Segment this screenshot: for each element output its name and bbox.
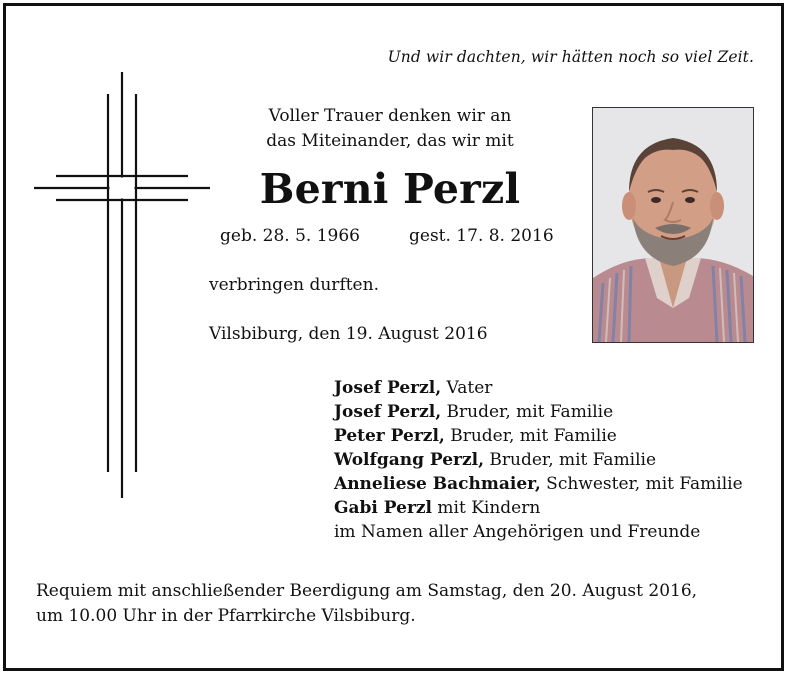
mourner-row: [334, 424, 743, 448]
mourner-relation: mit Kindern: [432, 498, 541, 518]
mourner-name: Gabi Perzl: [334, 498, 433, 518]
service-info: [36, 579, 766, 629]
mourner-row: [334, 376, 743, 400]
epigraph: Und wir dachten, wir hätten noch so viel Zeit.: [387, 48, 754, 66]
mourner-relation: Bruder, mit Familie: [441, 402, 614, 422]
mourner-row: [334, 400, 743, 424]
death-date: gest. 17. 8. 2016: [409, 226, 554, 246]
mourner-name: Anneliese Bachmaier,: [334, 474, 541, 494]
mourner-relation: Schwester, mit Familie: [540, 474, 743, 494]
mourner-row: [334, 496, 743, 520]
mourner-relation: Bruder, mit Familie: [444, 426, 617, 446]
deceased-name: Berni Perzl: [259, 165, 521, 213]
intro-line-1: Voller Trauer denken wir an: [268, 106, 512, 126]
intro-line-2: das Miteinander, das wir mit: [266, 131, 514, 151]
mourner-name: Wolfgang Perzl,: [334, 450, 485, 470]
service-info-line-1: Requiem mit anschließender Beerdigung am Samstag, den 20. August 2016,: [36, 581, 698, 601]
mourner-row: [334, 448, 743, 472]
mourner-relation: Vater: [441, 378, 493, 398]
mourner-name: Josef Perzl,: [334, 378, 442, 398]
intro-text: [240, 104, 540, 154]
mourner-relation: Bruder, mit Familie: [484, 450, 657, 470]
mourner-relation: im Namen aller Angehörigen und Freunde: [334, 522, 701, 542]
mourner-name: Peter Perzl,: [334, 426, 445, 446]
birth-date: geb. 28. 5. 1966: [220, 226, 360, 246]
closing-phrase: verbringen durften.: [209, 275, 379, 295]
mourner-row: [334, 472, 743, 496]
place-and-date: Vilsbiburg, den 19. August 2016: [209, 324, 488, 344]
service-info-line-2: um 10.00 Uhr in der Pfarrkirche Vilsbiburg.: [36, 606, 416, 626]
cross-icon: [34, 72, 210, 498]
mourners-list: [334, 376, 743, 544]
portrait-illustration: [593, 108, 753, 342]
portrait-photo: [592, 107, 754, 343]
mourner-row: [334, 520, 743, 544]
mourner-name: Josef Perzl,: [334, 402, 442, 422]
